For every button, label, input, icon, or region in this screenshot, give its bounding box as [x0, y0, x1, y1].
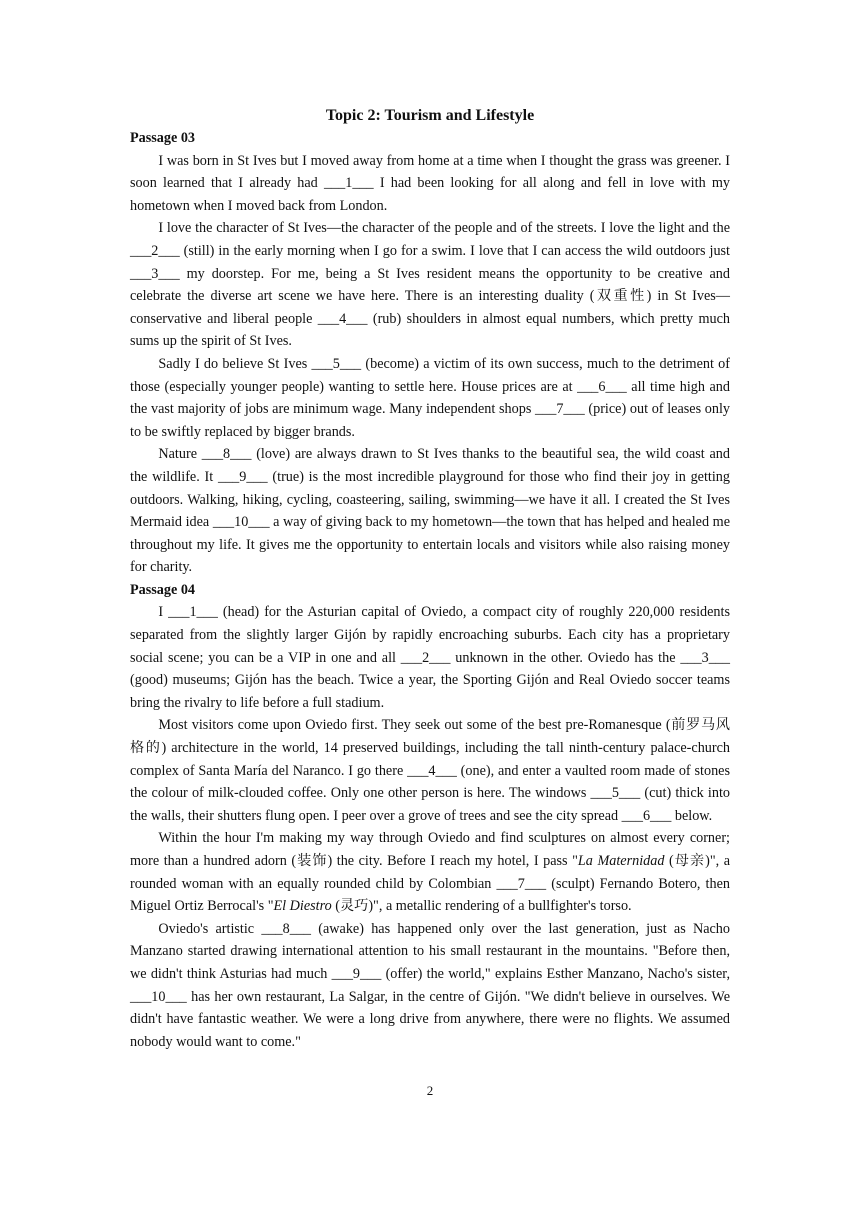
passage-03-paragraph: Sadly I do believe St Ives ___5___ (become) a victim of its own success, much to the detriment of those (especially younger people) wanting to settle here. House prices are at ___6___ all time high and the vast majority of jobs are minimum wage. Many independent shops ___7___ (price) out of leases only to be swiftly replaced by bigger brands. [130, 355, 730, 440]
passage-04-heading: Passage 04 [130, 581, 196, 598]
paragraph-text: (灵巧)", a metallic rendering of a bullfighter's torso. [331, 898, 632, 915]
passage-03-paragraph: I was born in St Ives but I moved away from home at a time when I thought the grass was greener. I soon learned that I already had ___1___ I had been looking for all along and fell in love with my hometown when I moved back from London. [130, 152, 730, 214]
paragraph-text: Within the hour I'm making my way through Oviedo and find sculptures on almost every corner; more than a hundred adorn (装饰) the city. Before I reach my hotel, I pass " [130, 830, 730, 869]
passage-04-paragraph: I ___1___ (head) for the Asturian capital of Oviedo, a compact city of roughly 220,000 residents separated from the slightly larger Gijón by rapidly encroaching suburbs. Each city has a proprietary social scene; you can be a VIP in one and all ___2___ unknown in the other. Oviedo has the ___3___ (good) museums; Gijón has the beach. Twice a year, the Sporting Gijón and Real Oviedo soccer teams bring the rivalry to life before a full stadium. [130, 604, 730, 711]
passage-04-paragraph: Oviedo's artistic ___8___ (awake) has happened only over the last generation, just as Nacho Manzano started drawing international attention to his small restaurant in the mountains. "Before then, we didn't think Asturias had much ___9___ (offer) the world," explains Esther Manzano, Nacho's sister, ___10___ has her own restaurant, La Salgar, in the centre of Gijón. "We didn't believe in ourselves. We didn't have fantastic weather. We were a long drive from anywhere, there were no flights. We assumed nobody would want to come." [130, 920, 730, 1050]
paragraph-text: (母亲)", a rounded woman with an equally rounded child by Colombian ___7___ (sculpt) Fernando Botero, then Miguel Ortiz Berrocal's " [130, 853, 730, 915]
italic-title: El Diestro [273, 898, 332, 915]
passage-04-paragraph: Most visitors come upon Oviedo first. They seek out some of the best pre-Romanesque (前罗马风格的) architecture in the world, 14 preserved buildings, including the tall ninth-century palace-church complex of Santa María del Naranco. I go there ___4___ (one), and enter a vaulted room made of stones the colour of milk-clouded coffee. Only one other person is here. The windows ___5___ (cut) thick into the walls, their shutters flung open. I peer over a grove of trees and see the city spread ___6___ below. [130, 717, 730, 824]
page-title: Topic 2: Tourism and Lifestyle [325, 107, 535, 124]
italic-title: La Maternidad [577, 853, 665, 869]
page-number: 2 [426, 1083, 434, 1098]
passage-03-paragraph: I love the character of St Ives—the character of the people and of the streets. I love the light and the ___2___ (still) in the early morning when I go for a swim. I love that I can access the wild outdoors just ___3___ my doorstep. For me, being a St Ives resident means the opportunity to be creative and celebrate the diverse art scene we have here. There is an interesting duality (双重性) in St Ives—conservative and liberal people ___4___ (rub) shoulders in almost equal numbers, which pretty much sums up the spirit of St Ives. [130, 220, 730, 350]
passage-03-heading: Passage 03 [130, 130, 196, 146]
passage-04-paragraph [130, 827, 730, 917]
passage-03-paragraph: Nature ___8___ (love) are always drawn to St Ives thanks to the beautiful sea, the wild coast and the wildlife. It ___9___ (true) is the most incredible playground for those who find their joy in getting outdoors. Walking, hiking, cycling, coasteering, sailing, swimming—we have it all. I created the St Ives Mermaid idea ___10___ a way of giving back to my hometown—the town that has helped and healed me throughout my life. It gives me the opportunity to entertain locals and visitors while also raising money for charity. [130, 446, 730, 576]
document-body [130, 127, 730, 1053]
